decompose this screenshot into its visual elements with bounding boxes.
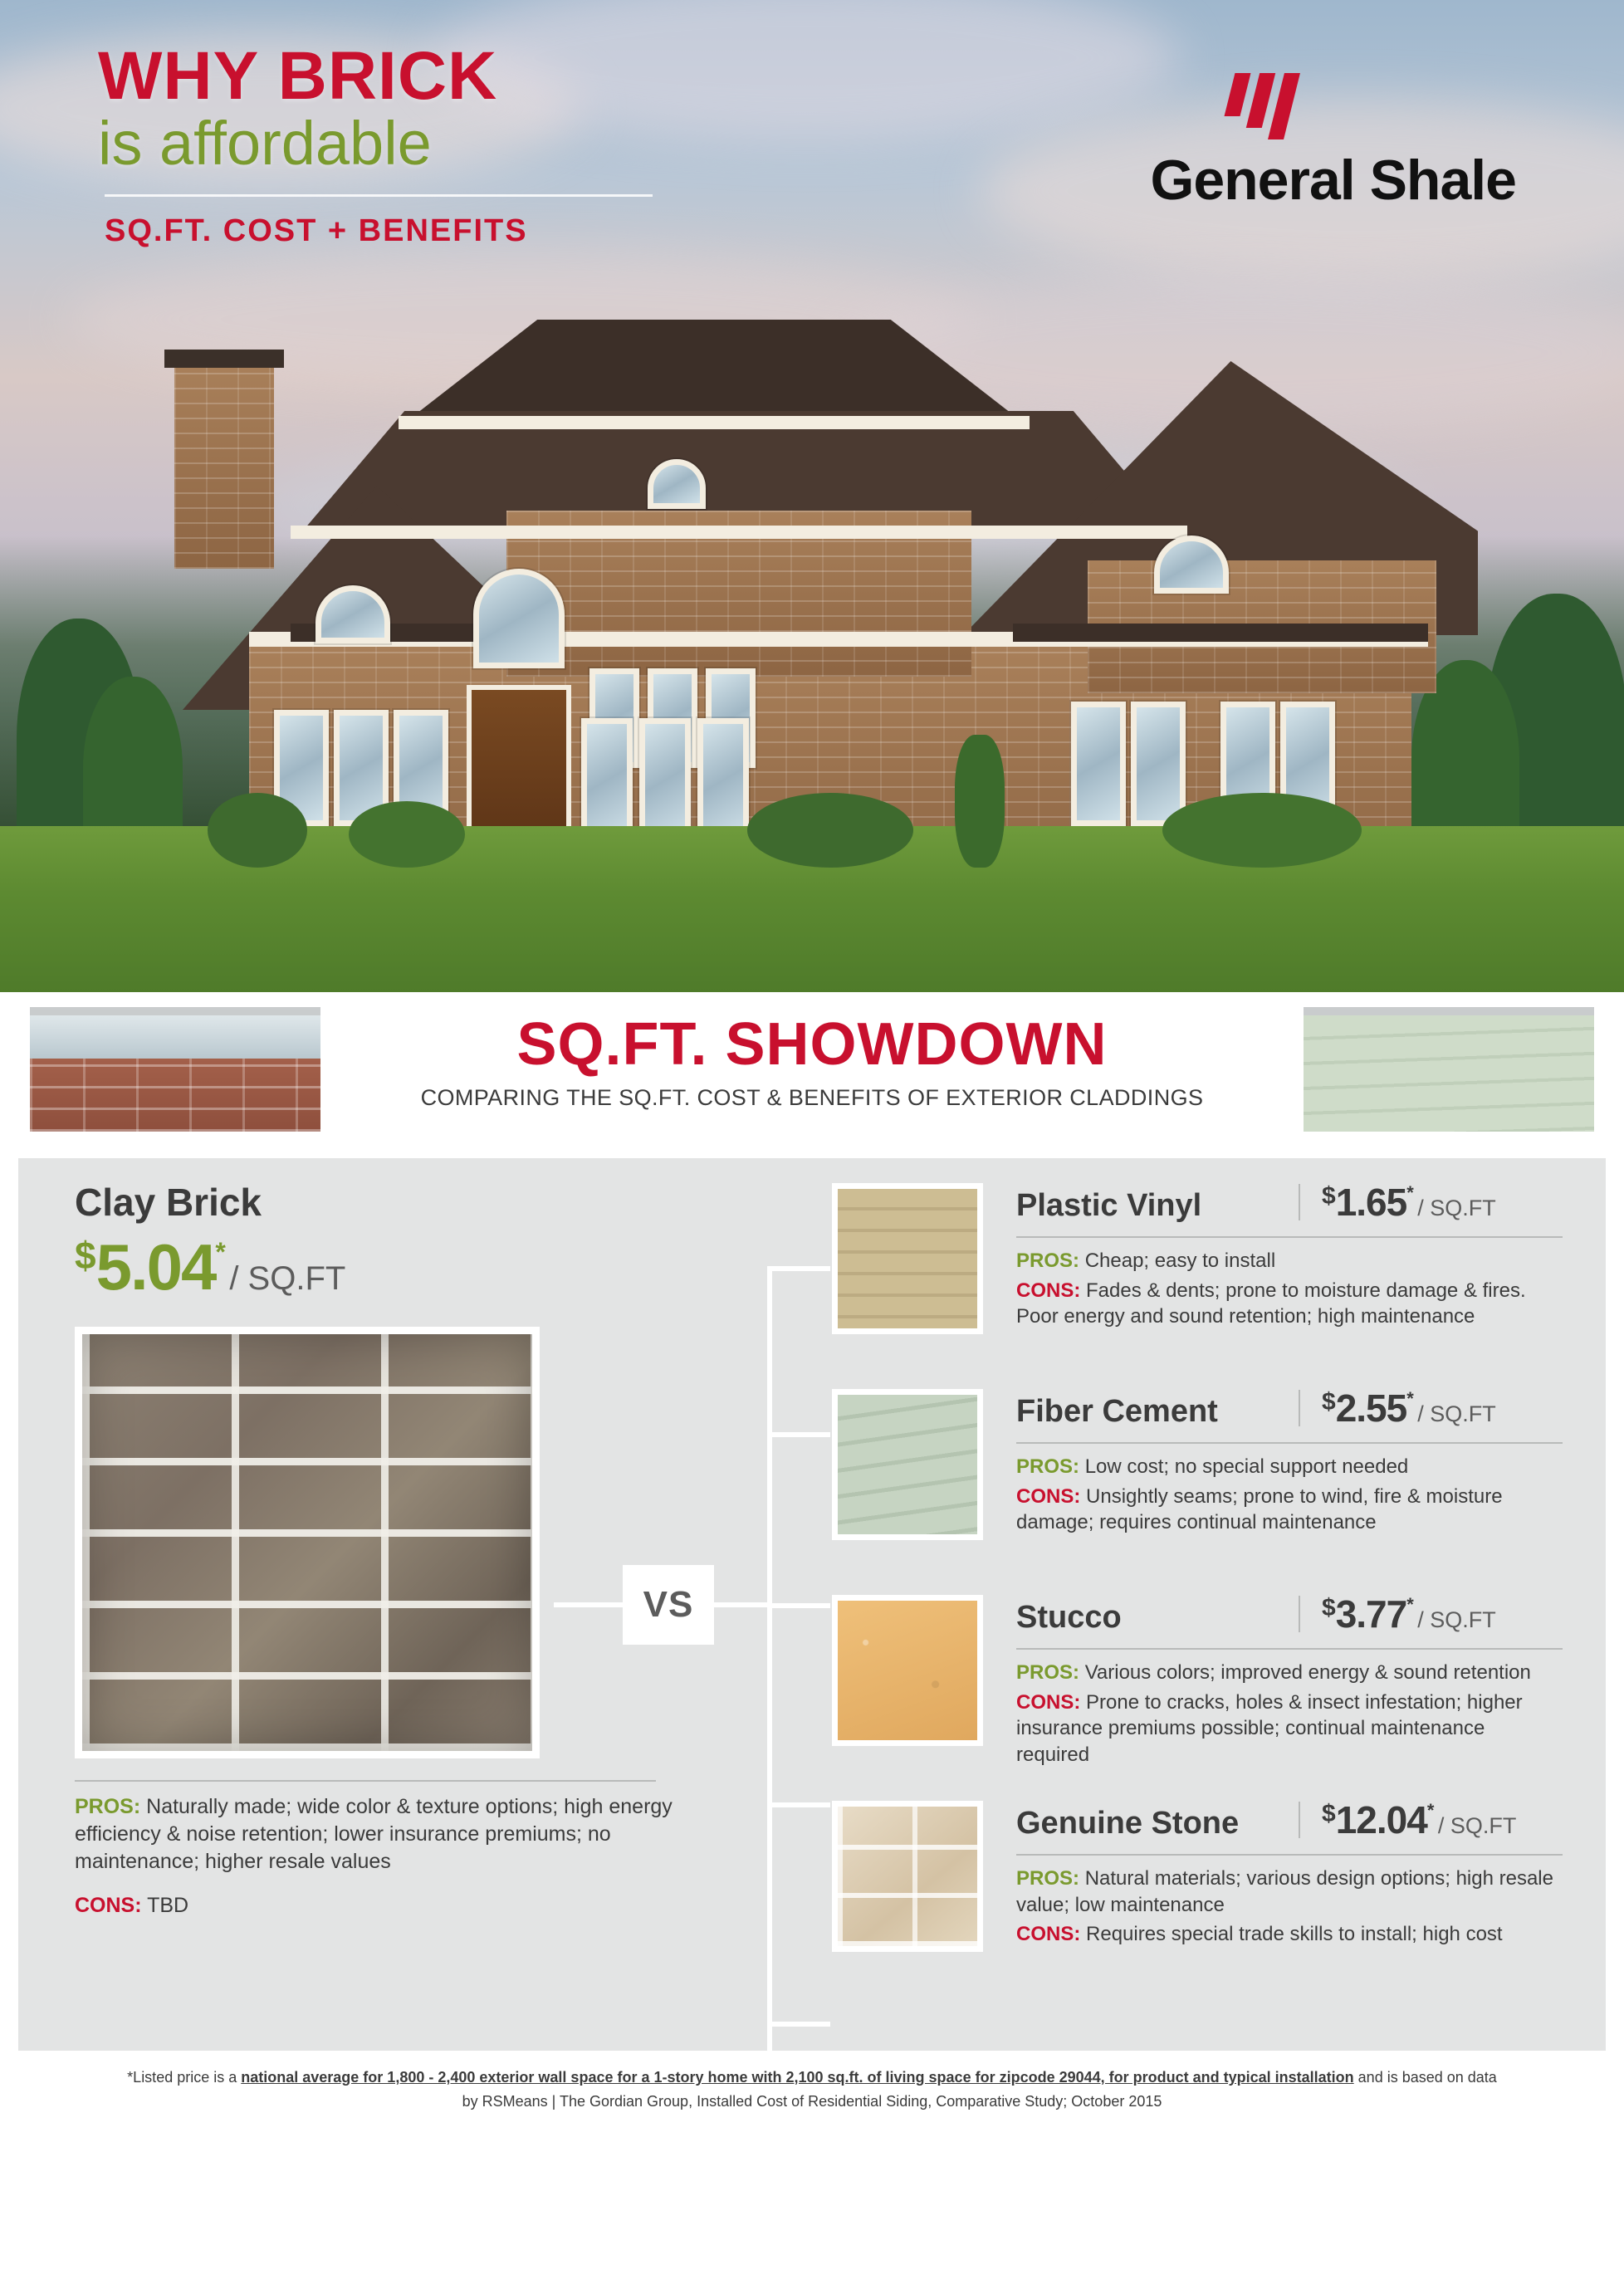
alternative-header: [1016, 1797, 1563, 1842]
footnote: [18, 2051, 1606, 2114]
chimney-cap: [164, 350, 284, 368]
cons-text: Requires special trade skills to install; high cost: [1086, 1923, 1503, 1946]
pros-label: PROS:: [1016, 1661, 1080, 1684]
price-asterisk: *: [1406, 1388, 1414, 1409]
cons-text: Fades & dents; prone to moisture damage & fires. Poor energy and sound retention; high maintenance: [1016, 1279, 1526, 1328]
alternative-cons: [1016, 1484, 1563, 1536]
connector-branch: [767, 1266, 830, 1271]
price-asterisk: *: [215, 1237, 226, 1267]
clay-brick-photo: [75, 1327, 540, 1758]
price-asterisk: *: [1426, 1800, 1435, 1821]
window: [639, 718, 691, 843]
shrub: [349, 801, 465, 868]
alternative-price: [1322, 1592, 1496, 1636]
window: [1131, 702, 1186, 826]
cons-label: CONS:: [1016, 1923, 1081, 1946]
trim: [399, 416, 1030, 429]
shrub: [208, 793, 307, 868]
hero-photo: [0, 0, 1624, 992]
window-arched: [473, 569, 565, 668]
pros-label: PROS:: [1016, 1250, 1080, 1272]
price-unit: / SQ.FT: [1417, 1401, 1496, 1426]
divider: [1299, 1596, 1300, 1632]
alternative-row: [832, 1789, 1563, 1995]
showdown-band: [0, 992, 1624, 1158]
connector-branch: [767, 1432, 830, 1437]
connector-branch: [767, 2022, 830, 2027]
footnote-line-2: by RSMeans | The Gordian Group, Installed Cost of Residential Siding, Comparative Study; October 2015: [462, 2092, 1162, 2110]
siding-swatch: [1304, 1007, 1594, 1132]
price-value: 3.77: [1335, 1592, 1407, 1636]
price-asterisk: *: [1406, 1594, 1414, 1615]
cons-label: CONS:: [75, 1894, 142, 1917]
connector-line: [714, 1602, 772, 1607]
pros-label: PROS:: [1016, 1455, 1080, 1478]
shrub: [955, 735, 1005, 868]
cons-text: TBD: [147, 1894, 189, 1917]
connector-branch: [767, 1802, 830, 1807]
cons-label: CONS:: [1016, 1484, 1081, 1508]
divider: [1016, 1854, 1563, 1856]
alternatives-list: [832, 1171, 1563, 1995]
alternative-pros: [1016, 1660, 1563, 1686]
alternative-name: Genuine Stone: [1016, 1806, 1240, 1841]
showdown-title: SQ.FT. SHOWDOWN: [516, 1011, 1108, 1078]
divider: [75, 1780, 656, 1782]
cons-text: Prone to cracks, holes & insect infestation; higher insurance premiums possible; continual maintenance required: [1016, 1690, 1523, 1767]
cons-label: CONS:: [1016, 1279, 1081, 1302]
pros-text: Cheap; easy to install: [1084, 1250, 1276, 1272]
alternative-header: [1016, 1386, 1563, 1430]
genuine-stone-swatch: [832, 1801, 983, 1952]
pros-label: PROS:: [75, 1795, 141, 1818]
alternative-pros: [1016, 1248, 1563, 1274]
brand-logo: [1001, 73, 1516, 213]
showdown-subtitle: COMPARING THE SQ.FT. COST & BENEFITS OF EXTERIOR CLADDINGS: [420, 1085, 1204, 1110]
divider: [105, 194, 653, 197]
headline-secondary: is affordable: [98, 109, 432, 179]
divider: [1016, 1442, 1563, 1444]
alternative-info: [1016, 1180, 1563, 1333]
trim: [291, 526, 1187, 539]
pros-text: Natural materials; various design options; high resale value; low maintenance: [1016, 1867, 1553, 1916]
alternative-header: [1016, 1592, 1563, 1636]
currency-symbol: $: [1322, 1594, 1336, 1621]
window: [1071, 702, 1126, 826]
brand-name: General Shale: [1150, 149, 1516, 212]
front-door: [467, 685, 571, 843]
price-asterisk: *: [1406, 1182, 1414, 1203]
currency-symbol: $: [75, 1234, 96, 1277]
alternative-pros: [1016, 1454, 1563, 1480]
divider: [1299, 1802, 1300, 1838]
hero-heading: [98, 38, 845, 249]
footnote-suffix: and is based on data: [1353, 2069, 1497, 2086]
pros-text: Low cost; no special support needed: [1084, 1455, 1409, 1478]
price-unit: / SQ.FT: [229, 1260, 346, 1297]
alternative-name: Stucco: [1016, 1600, 1122, 1635]
alternative-cons: [1016, 1690, 1563, 1768]
divider: [1016, 1648, 1563, 1650]
alternative-cons: [1016, 1921, 1563, 1948]
footnote-emphasis: national average for 1,800 - 2,400 exterior wall space for a 1-story home with 2,100 sq.ft. of living space for zipcode 29044, for product and typical installation: [241, 2069, 1354, 2086]
currency-symbol: $: [1322, 1182, 1336, 1210]
divider: [1016, 1236, 1563, 1238]
alternative-row: [832, 1377, 1563, 1583]
price-unit: / SQ.FT: [1437, 1813, 1517, 1838]
window: [697, 718, 749, 843]
alternative-price: [1322, 1386, 1496, 1430]
currency-symbol: $: [1322, 1800, 1336, 1827]
alternative-price: [1322, 1797, 1516, 1842]
price-value: 1.65: [1335, 1181, 1407, 1224]
vinyl-swatch: [832, 1183, 983, 1334]
featured-pros: [75, 1793, 689, 1876]
divider: [1299, 1184, 1300, 1220]
pros-text: Various colors; improved energy & sound retention: [1084, 1661, 1531, 1684]
connector-trunk: [767, 1266, 772, 2279]
divider: [1299, 1390, 1300, 1426]
alternative-row: [832, 1583, 1563, 1789]
alternative-name: Plastic Vinyl: [1016, 1188, 1202, 1223]
siding-swatch-image: [1304, 1015, 1594, 1132]
shrub: [747, 793, 913, 868]
general-shale-mark-icon: [1001, 73, 1292, 141]
currency-symbol: $: [1322, 1388, 1336, 1416]
price-unit: / SQ.FT: [1417, 1196, 1496, 1220]
alternative-pros: [1016, 1866, 1563, 1918]
alternative-price: [1322, 1180, 1496, 1225]
porch-roof: [1013, 624, 1428, 642]
cons-label: CONS:: [1016, 1690, 1081, 1714]
fiber-cement-swatch: [832, 1389, 983, 1540]
footnote-line-1: [68, 2066, 1556, 2090]
featured-price: [75, 1230, 689, 1305]
vs-badge: VS: [623, 1565, 714, 1645]
comparison-panel: [18, 1158, 1606, 2051]
alternative-info: [1016, 1592, 1563, 1772]
price-unit: / SQ.FT: [1417, 1607, 1496, 1632]
alternative-info: [1016, 1797, 1563, 1951]
price-value: 2.55: [1335, 1386, 1407, 1430]
stucco-swatch: [832, 1595, 983, 1746]
shrub: [1162, 793, 1362, 868]
pros-text: Naturally made; wide color & texture options; high energy efficiency & noise retention; lower insurance premiums; no maintenance; higher resale values: [75, 1795, 673, 1873]
alternative-cons: [1016, 1278, 1563, 1330]
price-value: 5.04: [95, 1230, 216, 1303]
featured-cons: [75, 1894, 689, 1918]
headline-subtitle: SQ.FT. COST + BENEFITS: [105, 213, 528, 249]
alternative-info: [1016, 1386, 1563, 1539]
alternative-name: Fiber Cement: [1016, 1394, 1218, 1429]
connector-branch: [767, 1603, 830, 1608]
price-value: 12.04: [1335, 1798, 1427, 1841]
featured-name: Clay Brick: [75, 1181, 262, 1224]
chimney: [174, 361, 274, 569]
headline-primary: WHY BRICK: [98, 38, 498, 114]
alternative-row: [832, 1171, 1563, 1377]
alternative-header: [1016, 1180, 1563, 1225]
cons-text: Unsightly seams; prone to wind, fire & moisture damage; requires continual maintenance: [1016, 1484, 1503, 1534]
window: [581, 718, 633, 843]
pros-label: PROS:: [1016, 1867, 1080, 1890]
connector-line: [554, 1602, 624, 1607]
footnote-prefix: *Listed price is a: [127, 2069, 242, 2086]
featured-material: [75, 1180, 689, 1918]
